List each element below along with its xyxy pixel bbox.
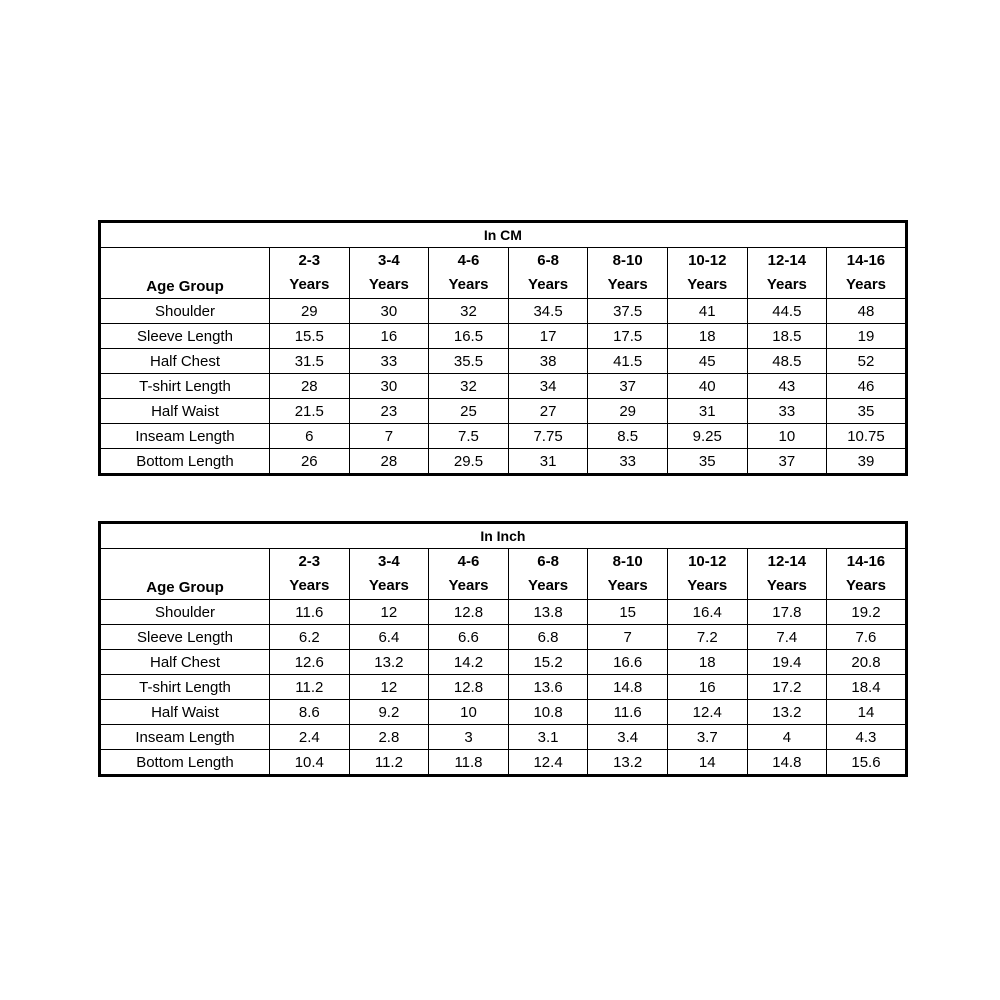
measurement-value: 28 — [349, 449, 429, 475]
size-chart-inch-table — [98, 521, 908, 777]
measurement-value: 4 — [747, 725, 827, 750]
measurement-value: 52 — [827, 349, 907, 374]
measurement-value: 39 — [827, 449, 907, 475]
measurement-value: 14 — [667, 750, 747, 776]
measurement-value: 7.5 — [429, 424, 509, 449]
measurement-value: 16.4 — [667, 600, 747, 625]
age-range-label: 8-10 — [612, 553, 643, 570]
measurement-value: 4.3 — [827, 725, 907, 750]
age-unit-label: Years — [607, 276, 648, 293]
measurement-value: 13.6 — [508, 675, 588, 700]
table-row — [100, 625, 907, 650]
measurement-value: 10 — [429, 700, 509, 725]
table-row — [100, 449, 907, 475]
measurement-value: 40 — [667, 374, 747, 399]
measurement-value: 12.4 — [667, 700, 747, 725]
measurement-value: 9.25 — [667, 424, 747, 449]
age-range-header — [429, 248, 509, 299]
measurement-value: 11.2 — [349, 750, 429, 776]
measurement-value: 8.6 — [270, 700, 350, 725]
measurement-value: 27 — [508, 399, 588, 424]
age-range-header — [270, 549, 350, 600]
measurement-value: 41.5 — [588, 349, 668, 374]
age-group-header: Age Group — [100, 549, 270, 600]
measurement-value: 11.6 — [270, 600, 350, 625]
measurement-value: 13.2 — [588, 750, 668, 776]
measurement-value: 11.2 — [270, 675, 350, 700]
measurement-value: 6.6 — [429, 625, 509, 650]
table-title: In CM — [100, 222, 907, 248]
age-range-label: 4-6 — [457, 252, 480, 269]
measurement-value: 2.4 — [270, 725, 350, 750]
measurement-value: 14.8 — [747, 750, 827, 776]
age-range-label: 4-6 — [457, 553, 480, 570]
measurement-value: 48 — [827, 299, 907, 324]
measurement-value: 35 — [827, 399, 907, 424]
measurement-value: 11.8 — [429, 750, 509, 776]
measurement-value: 14.2 — [429, 650, 509, 675]
table-row — [100, 324, 907, 349]
measurement-value: 12 — [349, 600, 429, 625]
measurement-value: 23 — [349, 399, 429, 424]
measurement-value: 18.4 — [827, 675, 907, 700]
measurement-value: 15.6 — [827, 750, 907, 776]
measurement-label: Half Chest — [100, 349, 270, 374]
age-range-header — [588, 549, 668, 600]
measurement-value: 7.2 — [667, 625, 747, 650]
measurement-value: 32 — [429, 299, 509, 324]
measurement-value: 30 — [349, 374, 429, 399]
measurement-label: Shoulder — [100, 299, 270, 324]
measurement-label: T-shirt Length — [100, 374, 270, 399]
table-row — [100, 675, 907, 700]
age-range-label: 12-14 — [767, 553, 807, 570]
measurement-value: 33 — [349, 349, 429, 374]
age-range-label: 14-16 — [846, 553, 886, 570]
age-range-header — [508, 248, 588, 299]
age-range-label: 14-16 — [846, 252, 886, 269]
age-group-header: Age Group — [100, 248, 270, 299]
age-unit-label: Years — [687, 276, 728, 293]
age-range-header — [747, 248, 827, 299]
table-body — [100, 600, 907, 776]
table-row — [100, 299, 907, 324]
measurement-value: 19.4 — [747, 650, 827, 675]
measurement-label: Half Waist — [100, 700, 270, 725]
age-range-label: 8-10 — [612, 252, 643, 269]
table-row — [100, 374, 907, 399]
measurement-value: 28 — [270, 374, 350, 399]
measurement-value: 16.5 — [429, 324, 509, 349]
age-unit-label: Years — [448, 276, 489, 293]
measurement-value: 13.2 — [349, 650, 429, 675]
age-unit-label: Years — [368, 577, 409, 594]
table-row — [100, 349, 907, 374]
age-range-header — [588, 248, 668, 299]
age-range-label: 3-4 — [378, 553, 400, 570]
age-range-label: 3-4 — [378, 252, 400, 269]
measurement-value: 17 — [508, 324, 588, 349]
measurement-value: 7.4 — [747, 625, 827, 650]
measurement-value: 31 — [667, 399, 747, 424]
age-unit-label: Years — [289, 276, 330, 293]
age-range-label: 2-3 — [298, 553, 321, 570]
age-range-label: 12-14 — [767, 252, 807, 269]
measurement-value: 7 — [588, 625, 668, 650]
measurement-value: 37 — [747, 449, 827, 475]
age-range-header — [827, 248, 907, 299]
measurement-value: 16 — [667, 675, 747, 700]
size-chart-cm-table — [98, 220, 908, 476]
measurement-label: T-shirt Length — [100, 675, 270, 700]
measurement-value: 34 — [508, 374, 588, 399]
measurement-label: Sleeve Length — [100, 625, 270, 650]
age-range-header — [270, 248, 350, 299]
table-body — [100, 299, 907, 475]
measurement-value: 3.4 — [588, 725, 668, 750]
age-range-header — [429, 549, 509, 600]
table-row — [100, 424, 907, 449]
age-range-header — [349, 549, 429, 600]
measurement-value: 31.5 — [270, 349, 350, 374]
measurement-value: 6.8 — [508, 625, 588, 650]
measurement-label: Bottom Length — [100, 449, 270, 475]
measurement-value: 12.4 — [508, 750, 588, 776]
table-row — [100, 725, 907, 750]
age-range-label: 10-12 — [688, 252, 727, 269]
measurement-label: Half Chest — [100, 650, 270, 675]
age-range-header — [349, 248, 429, 299]
measurement-value: 6.2 — [270, 625, 350, 650]
measurement-value: 19 — [827, 324, 907, 349]
measurement-value: 13.8 — [508, 600, 588, 625]
measurement-label: Inseam Length — [100, 725, 270, 750]
measurement-value: 35.5 — [429, 349, 509, 374]
table-title: In Inch — [100, 523, 907, 549]
measurement-value: 37 — [588, 374, 668, 399]
measurement-label: Half Waist — [100, 399, 270, 424]
age-range-label: 2-3 — [298, 252, 321, 269]
measurement-value: 46 — [827, 374, 907, 399]
age-range-header — [667, 248, 747, 299]
measurement-value: 13.2 — [747, 700, 827, 725]
measurement-value: 34.5 — [508, 299, 588, 324]
measurement-value: 14 — [827, 700, 907, 725]
measurement-value: 17.2 — [747, 675, 827, 700]
measurement-value: 44.5 — [747, 299, 827, 324]
age-range-label: 10-12 — [688, 553, 727, 570]
measurement-value: 15.5 — [270, 324, 350, 349]
measurement-value: 7 — [349, 424, 429, 449]
measurement-value: 14.8 — [588, 675, 668, 700]
measurement-value: 3.7 — [667, 725, 747, 750]
measurement-value: 33 — [747, 399, 827, 424]
table-row — [100, 650, 907, 675]
measurement-value: 37.5 — [588, 299, 668, 324]
measurement-label: Sleeve Length — [100, 324, 270, 349]
measurement-value: 20.8 — [827, 650, 907, 675]
measurement-value: 18 — [667, 650, 747, 675]
measurement-value: 43 — [747, 374, 827, 399]
age-unit-label: Years — [289, 577, 330, 594]
age-unit-label: Years — [845, 577, 886, 594]
age-unit-label: Years — [368, 276, 409, 293]
measurement-value: 15.2 — [508, 650, 588, 675]
measurement-value: 7.75 — [508, 424, 588, 449]
measurement-value: 32 — [429, 374, 509, 399]
age-range-label: 6-8 — [537, 553, 559, 570]
measurement-value: 10.8 — [508, 700, 588, 725]
measurement-value: 30 — [349, 299, 429, 324]
measurement-label: Bottom Length — [100, 750, 270, 776]
measurement-value: 38 — [508, 349, 588, 374]
measurement-value: 12.6 — [270, 650, 350, 675]
measurement-value: 29.5 — [429, 449, 509, 475]
table-row — [100, 399, 907, 424]
measurement-value: 10 — [747, 424, 827, 449]
measurement-value: 9.2 — [349, 700, 429, 725]
measurement-value: 10.75 — [827, 424, 907, 449]
measurement-value: 6.4 — [349, 625, 429, 650]
measurement-value: 33 — [588, 449, 668, 475]
table-row — [100, 700, 907, 725]
measurement-value: 12.8 — [429, 675, 509, 700]
measurement-value: 45 — [667, 349, 747, 374]
measurement-value: 29 — [270, 299, 350, 324]
measurement-value: 35 — [667, 449, 747, 475]
measurement-value: 18 — [667, 324, 747, 349]
measurement-value: 48.5 — [747, 349, 827, 374]
measurement-value: 19.2 — [827, 600, 907, 625]
measurement-value: 2.8 — [349, 725, 429, 750]
measurement-value: 11.6 — [588, 700, 668, 725]
measurement-value: 41 — [667, 299, 747, 324]
measurement-value: 3.1 — [508, 725, 588, 750]
age-range-header — [508, 549, 588, 600]
measurement-value: 6 — [270, 424, 350, 449]
age-unit-label: Years — [766, 276, 807, 293]
measurement-value: 25 — [429, 399, 509, 424]
measurement-label: Shoulder — [100, 600, 270, 625]
measurement-value: 17.5 — [588, 324, 668, 349]
table-row — [100, 750, 907, 776]
measurement-value: 18.5 — [747, 324, 827, 349]
age-range-header — [747, 549, 827, 600]
age-range-label: 6-8 — [537, 252, 559, 269]
header-row — [100, 549, 907, 600]
measurement-value: 15 — [588, 600, 668, 625]
age-range-header — [667, 549, 747, 600]
age-unit-label: Years — [528, 276, 569, 293]
age-unit-label: Years — [448, 577, 489, 594]
measurement-value: 17.8 — [747, 600, 827, 625]
age-unit-label: Years — [687, 577, 728, 594]
age-unit-label: Years — [766, 577, 807, 594]
measurement-value: 16 — [349, 324, 429, 349]
measurement-value: 16.6 — [588, 650, 668, 675]
measurement-value: 29 — [588, 399, 668, 424]
age-unit-label: Years — [607, 577, 648, 594]
measurement-value: 12.8 — [429, 600, 509, 625]
age-unit-label: Years — [845, 276, 886, 293]
measurement-value: 8.5 — [588, 424, 668, 449]
age-unit-label: Years — [528, 577, 569, 594]
age-range-header — [827, 549, 907, 600]
measurement-label: Inseam Length — [100, 424, 270, 449]
measurement-value: 3 — [429, 725, 509, 750]
header-row — [100, 248, 907, 299]
measurement-value: 31 — [508, 449, 588, 475]
measurement-value: 21.5 — [270, 399, 350, 424]
measurement-value: 7.6 — [827, 625, 907, 650]
measurement-value: 12 — [349, 675, 429, 700]
measurement-value: 10.4 — [270, 750, 350, 776]
measurement-value: 26 — [270, 449, 350, 475]
table-row — [100, 600, 907, 625]
